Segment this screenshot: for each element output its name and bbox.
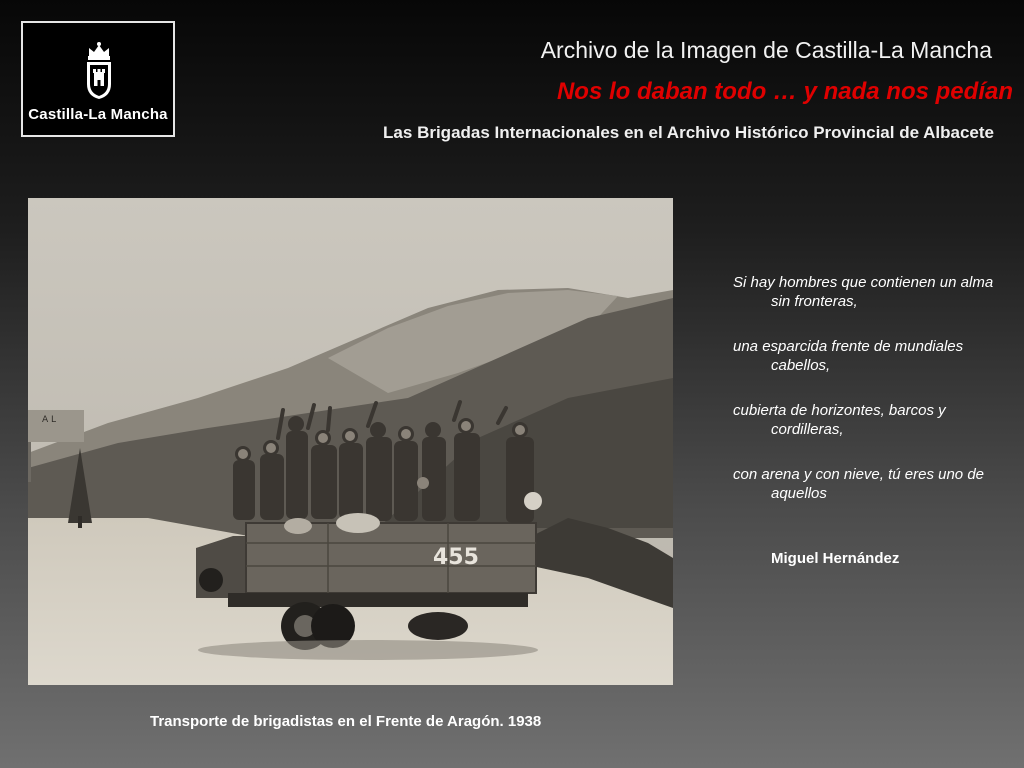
crown-shield-emblem-icon (85, 42, 113, 100)
exhibition-title: Nos lo daban todo … y nada nos pedían (556, 78, 1013, 105)
logo-text: Castilla-La Mancha (28, 106, 168, 123)
poem (733, 273, 1003, 529)
archive-title: Archivo de la Imagen de Castilla-La Mancha (540, 37, 992, 63)
castilla-la-mancha-logo (21, 21, 175, 137)
historical-photo (28, 198, 673, 685)
truck-number-text: 455 (433, 545, 479, 570)
poem-stanza: cubierta de horizontes, barcos y cordilleras, (733, 402, 946, 438)
poem-stanza: Si hay hombres que contienen un alma sin fronteras, (733, 274, 994, 310)
photo-caption: Transporte de brigadistas en el Frente de Aragón. 1938 (150, 713, 542, 730)
photo-illustration (28, 198, 673, 685)
poem-stanza: con arena y con nieve, tú eres uno de aquellos (733, 466, 985, 502)
photo-sign-text: A L (42, 415, 57, 425)
poem-stanza: una esparcida frente de mundiales cabellos, (733, 338, 964, 374)
poem-author: Miguel Hernández (771, 550, 900, 567)
exhibition-subtitle: Las Brigadas Internacionales en el Archivo Histórico Provincial de Albacete (383, 123, 994, 142)
